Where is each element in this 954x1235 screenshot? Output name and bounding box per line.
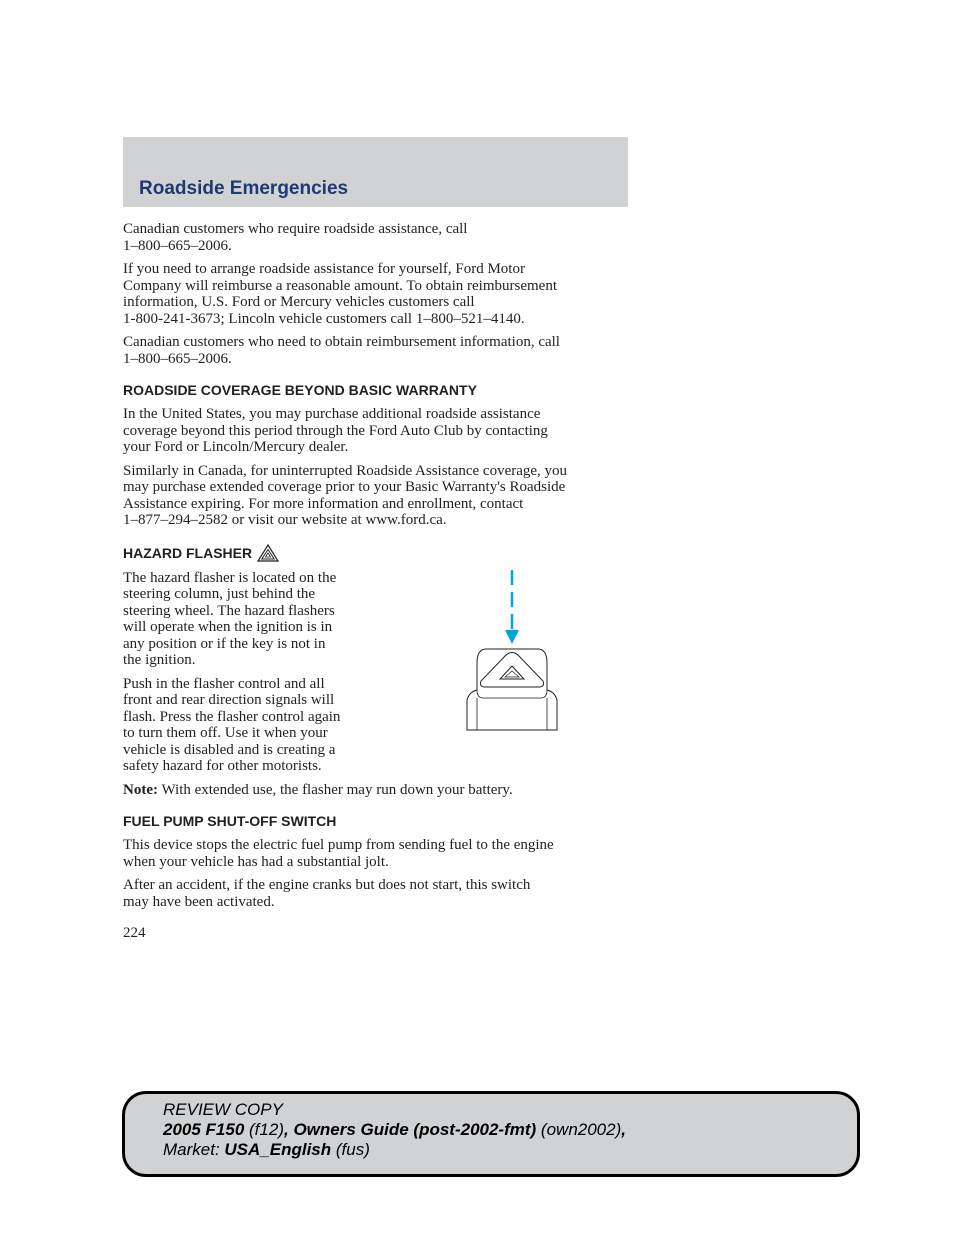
intro-paragraph-2: If you need to arrange roadside assistance for yourself, Ford Motor Company will reimburse a reasonable amount. To obtain reimbursement information, U.S. Ford or Mercury vehicles customers call 1-800-241-3673; Lincoln vehicle customers call 1–800–521–4140. bbox=[123, 261, 557, 327]
hazard-text bbox=[123, 570, 378, 775]
section-header-band bbox=[123, 137, 628, 207]
hazard-note: Note: With extended use, the flasher may run down your battery. bbox=[123, 781, 513, 798]
section-title: Roadside Emergencies bbox=[139, 178, 349, 199]
footer-line-3: Market: USA_English (fus) bbox=[163, 1140, 370, 1159]
intro-paragraph-3: Canadian customers who need to obtain reimbursement information, call 1–800–665–2006. bbox=[123, 334, 560, 367]
fuel-heading: FUEL PUMP SHUT-OFF SWITCH bbox=[123, 813, 337, 829]
footer-line-1: REVIEW COPY bbox=[163, 1100, 283, 1119]
page-number: 224 bbox=[123, 925, 146, 941]
hazard-switch-illustration bbox=[463, 570, 561, 736]
hazard-paragraph-1: The hazard flasher is located on the steering column, just behind the steering wheel. The hazard flashers will operate when the ignition is in any position or if the key is not in the ignition. bbox=[123, 569, 337, 668]
intro-paragraph-1: Canadian customers who require roadside assistance, call 1–800–665–2006. bbox=[123, 221, 468, 254]
hazard-block bbox=[123, 570, 628, 775]
footer-line-2: 2005 F150 (f12), Owners Guide (post-2002-fmt) (own2002), bbox=[163, 1120, 626, 1139]
hazard-heading: HAZARD FLASHER bbox=[123, 544, 628, 562]
hazard-paragraph-2: Push in the flasher control and all front and rear direction signals will flash. Press the flasher control again to turn them off. Use it when your vehicle is disabled and is creating a safety hazard for other motorists. bbox=[123, 675, 341, 774]
fuel-paragraph-2: After an accident, if the engine cranks but does not start, this switch may have been activated. bbox=[123, 877, 531, 910]
pointer-arrow-head bbox=[505, 630, 519, 644]
hazard-triangle-icon bbox=[257, 544, 279, 562]
coverage-paragraph-1: In the United States, you may purchase additional roadside assistance coverage beyond this period through the Ford Auto Club by contacting your Ford or Lincoln/Mercury dealer. bbox=[123, 406, 548, 455]
fuel-paragraph-1: This device stops the electric fuel pump from sending fuel to the engine when your vehicle has had a substantial jolt. bbox=[123, 837, 554, 870]
review-copy-footer bbox=[122, 1091, 860, 1177]
coverage-paragraph-2: Similarly in Canada, for uninterrupted Roadside Assistance coverage, you may purchase extended coverage prior to your Basic Warranty's Roadside Assistance expiring. For more information and enrollment, contact 1–877–294–2582 or visit our website at www.ford.ca. bbox=[123, 462, 568, 528]
coverage-heading: ROADSIDE COVERAGE BEYOND BASIC WARRANTY bbox=[123, 382, 477, 398]
page-content bbox=[123, 221, 628, 917]
